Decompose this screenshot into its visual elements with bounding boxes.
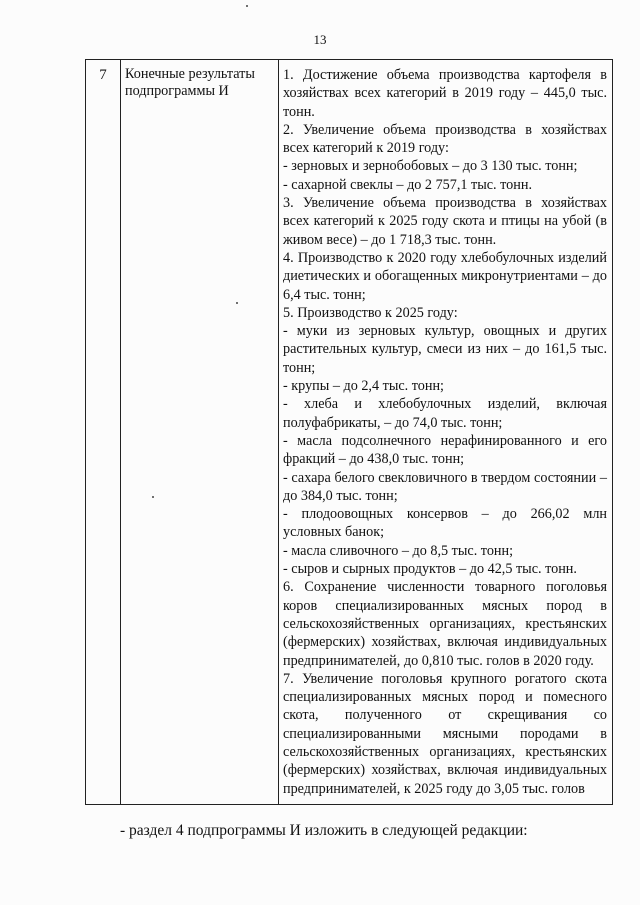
result-subitem-sunflower-oil: - масла подсолнечного нерафинированного и его фракций – до 438,0 тыс. тонн; — [283, 432, 607, 468]
after-table-instruction: - раздел 4 подпрограммы И изложить в следующей редакции: — [120, 822, 528, 839]
result-subitem-butter: - масла сливочного – до 8,5 тыс. тонн; — [283, 542, 514, 559]
scan-speck — [152, 496, 154, 498]
result-subitem-sugar: - сахара белого свекловичного в твердом состоянии – до 384,0 тыс. тонн; — [283, 469, 607, 504]
row-content-cell — [279, 60, 613, 805]
result-subitem-sugar-beet: - сахарной свеклы – до 2 757,1 тыс. тонн. — [283, 176, 532, 193]
scan-speck — [246, 5, 248, 7]
scan-speck — [236, 302, 238, 304]
page-number: 13 — [313, 32, 327, 47]
result-subitem-grain: - зерновых и зернобобовых – до 3 130 тыс. тонн; — [283, 158, 578, 175]
result-item-5: 5. Производство к 2025 году: — [283, 304, 458, 321]
result-item-7: 7. Увеличение поголовья крупного рогатого скота специализированных мясных пород и помесного скота, полученного от скрещивания со специализированными мясными породами в сельскохозяйственных организациях, крестьянских (фермерских) хозяйствах, включая индивидуальных предпринимателей, к 2025 году до 3,05 тыс. голов — [283, 670, 607, 797]
row-label-cell: Конечные результаты подпрограммы И — [121, 60, 279, 805]
result-subitem-cheese: - сыров и сырных продуктов – до 42,5 тыс. тонн. — [283, 561, 577, 578]
result-item-6: 6. Сохранение численности товарного поголовья коров специализированных мясных пород в сельскохозяйственных организациях, крестьянских (фермерских) хозяйствах, включая индивидуальных предпринимателей, до 0,810 тыс. голов в 2020 году. — [283, 579, 607, 669]
row-number-cell: 7 — [86, 60, 121, 805]
result-item-3: 3. Увеличение объема производства в хозяйствах всех категорий к 2025 году скота и птицы на убой (в живом весе) – до 1 718,3 тыс. тонн. — [283, 195, 607, 248]
result-subitem-flour: - муки из зерновых культур, овощных и других растительных культур, смеси из них – до 161,5 тыс. тонн; — [283, 323, 607, 376]
result-item-4: 4. Производство к 2020 году хлебобулочных изделий диетических и обогащенных микронутриентами – до 6,4 тыс. тонн; — [283, 249, 607, 303]
result-item-2: 2. Увеличение объема производства в хозяйствах всех категорий к 2019 году: — [283, 121, 607, 157]
table-row — [86, 60, 613, 805]
result-subitem-canned: - плодоовощных консервов – до 266,02 млн условных банок; — [283, 506, 607, 541]
result-subitem-bread: - хлеба и хлебобулочных изделий, включая полуфабрикаты, – до 74,0 тыс. тонн; — [283, 396, 607, 431]
result-subitem-groats: - крупы – до 2,4 тыс. тонн; — [283, 378, 444, 395]
result-item-1: 1. Достижение объема производства картофеля в хозяйствах всех категорий в 2019 году – 445,0 тыс. тонн. — [283, 67, 607, 120]
subprogram-table — [85, 59, 613, 805]
